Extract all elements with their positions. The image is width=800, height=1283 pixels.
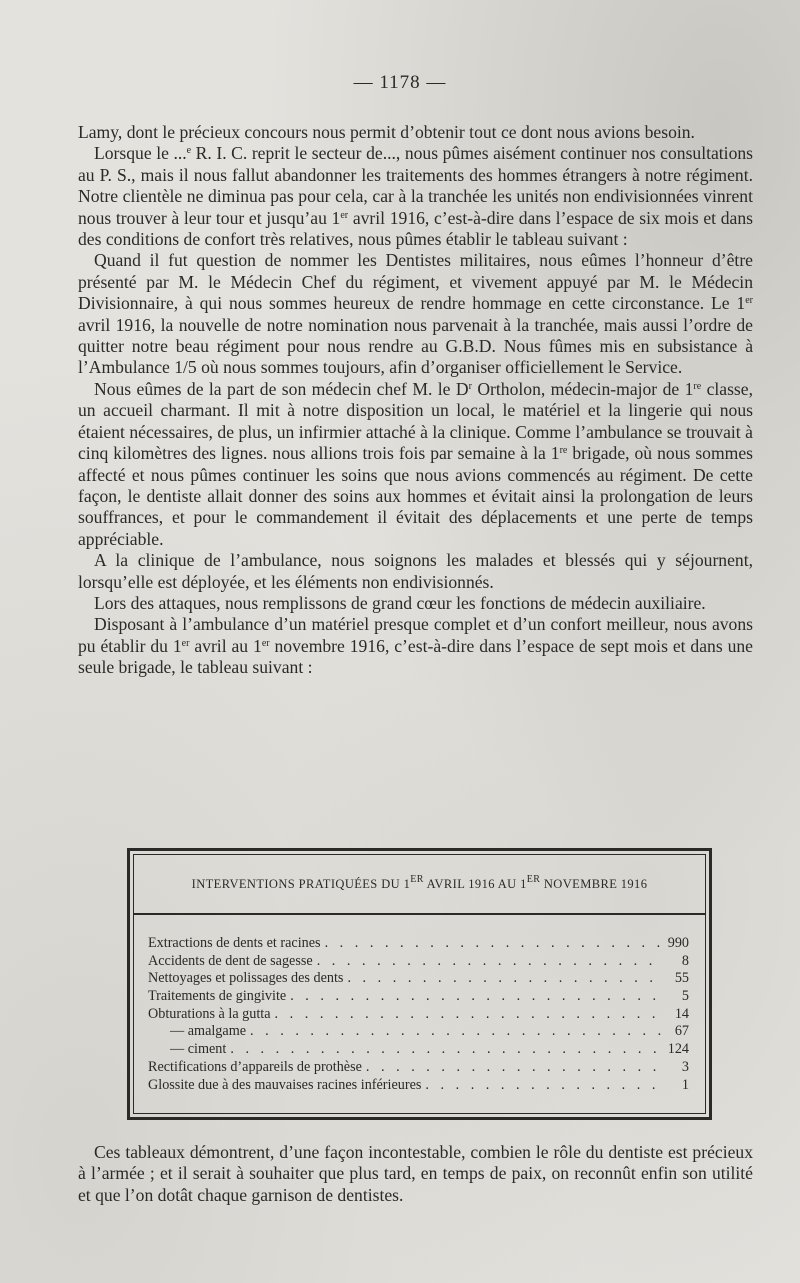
dot-leader xyxy=(271,1006,661,1023)
page-number: — 1178 — xyxy=(353,72,447,93)
paragraph xyxy=(78,143,753,250)
dot-leader xyxy=(246,1023,661,1040)
dot-leader xyxy=(321,935,661,952)
dot-leader xyxy=(362,1059,661,1076)
superscript: re xyxy=(693,380,702,392)
row-value: 124 xyxy=(667,1041,689,1058)
text-run: avril au 1 xyxy=(189,635,262,656)
statistics-table xyxy=(127,848,712,1120)
text-run: Lorsque le ... xyxy=(94,143,187,164)
dot-leader xyxy=(286,988,661,1005)
table-row xyxy=(148,953,689,971)
text-run: novembre 1916, c’est-à-dire dans l’espace de sept mois et dans une seule brigade, le tableau suivant : xyxy=(78,635,753,678)
paragraph-continuation: Lamy, dont le précieux concours nous permit d’obtenir tout ce dont nous avions besoin. xyxy=(78,122,695,142)
row-value: 3 xyxy=(681,1058,689,1075)
table-title xyxy=(134,874,705,892)
row-label: Extractions de dents et racines xyxy=(148,935,321,951)
row-value: 14 xyxy=(674,1005,689,1022)
text-run: Disposant à l’ambulance d’un matériel presque complet et d’un confort meilleur, nous avons pu établir du 1 xyxy=(78,614,753,656)
superscript: er xyxy=(181,637,190,649)
row-value: 1 xyxy=(681,1076,689,1093)
superscript: er xyxy=(745,295,753,307)
row-label: Nettoyages et polissages des dents xyxy=(148,970,344,987)
row-label: Obturations à la gutta xyxy=(148,1005,271,1022)
table-row xyxy=(148,1059,689,1077)
table-row xyxy=(148,1041,689,1059)
paragraph xyxy=(78,379,753,550)
row-value: 5 xyxy=(681,988,689,1005)
dot-leader xyxy=(226,1041,661,1058)
table-row xyxy=(148,970,689,988)
text-run: Ortholon, médecin-major de 1 xyxy=(471,378,694,399)
table-inner-border xyxy=(133,854,706,1114)
row-value: 8 xyxy=(681,952,689,969)
text-run: INTERVENTIONS PRATIQUÉES DU 1 xyxy=(191,877,411,891)
row-label: Accidents de dent de sagesse xyxy=(148,952,313,969)
text-run: Nous eûmes de la part de son médecin chef M. le D xyxy=(94,378,469,399)
closing-paragraph: Ces tableaux démontrent, d’une façon incontestable, combien le rôle du dentiste est précieux à l’armée ; et il serait à souhaiter que plus tard, en temps de paix, on reconnût enfin son utilité et que l’on dotât chaque garnison de dentistes. xyxy=(78,1142,753,1205)
paragraph xyxy=(78,250,753,378)
text-run: classe, un accueil charmant. Il mit à notre disposition un local, le matériel et la lingerie qui nous étaient nécessaires, de plus, un infirmier attaché à la clinique. Comme l’ambulance se trouvait à cinq kilomètres des lignes. nous allions trois fois par semaine à la 1 xyxy=(78,378,753,464)
text-run: Quand il fut question de nommer les Dentistes militaires, nous eûmes l’honneur d’être présenté par M. le Médecin Chef du régiment, et vivement appuyé par M. le Médecin Divisionnaire, à qui nous sommes heureux de rendre hommage en cette circonstance. Le 1 xyxy=(78,250,753,314)
text-run: avril 1916, c’est-à-dire dans l’espace de six mois et dans des conditions de confort très relatives, nous pûmes établir le tableau suivant : xyxy=(78,207,753,250)
table-row xyxy=(148,1023,689,1041)
text-run: NOVEMBRE 1916 xyxy=(540,877,648,891)
table-divider xyxy=(134,913,705,915)
text-run: brigade, où nous sommes affecté et nous pûmes continuer les soins que nous avions commencés au régiment. De cette façon, le dentiste allait donner des soins aux hommes et évitait ainsi la prolongation de leurs souffrances, et pour le commandement il évitait des déplacements et une perte de temps appréciable. xyxy=(78,443,754,549)
dot-leader xyxy=(313,953,661,970)
superscript: r xyxy=(468,380,472,392)
row-label: Glossite due à des mauvaises racines inférieures xyxy=(148,1076,422,1093)
superscript: e xyxy=(186,145,192,157)
text-run: R. I. C. reprit le secteur de..., nous pûmes aisément continuer nos consultations au P. S., mais il nous fallut abandonner les traitements des hommes étrangers à notre régiment. Notre clientèle ne diminua pas pour cela, car à la tranchée les unités non endivisionnées vinrent nous trouver à leur tour et jusqu’au 1 xyxy=(78,143,754,228)
row-label: Rectifications d’appareils de prothèse xyxy=(148,1058,362,1075)
table-rows xyxy=(148,935,689,1094)
row-value: 67 xyxy=(674,1023,689,1040)
superscript: ER xyxy=(410,874,424,885)
dot-leader xyxy=(421,1077,661,1094)
superscript: er xyxy=(340,209,349,221)
row-label: Traitements de gingivite xyxy=(148,988,287,1005)
row-label: — ciment xyxy=(170,1041,227,1058)
body-text xyxy=(78,122,753,679)
superscript: er xyxy=(261,637,270,649)
paragraph: Lors des attaques, nous remplissons de grand cœur les fonctions de médecin auxiliaire. xyxy=(94,592,706,613)
text-run: AVRIL 1916 AU 1 xyxy=(423,877,527,891)
row-value: 55 xyxy=(674,970,689,987)
row-label: — amalgame xyxy=(170,1023,247,1040)
table-row xyxy=(148,1006,689,1024)
table-row xyxy=(148,935,689,953)
paragraph: A la clinique de l’ambulance, nous soignons les malades et blessés qui y séjournent, lorsqu’elle est déployée, et les éléments non endivisionnés. xyxy=(78,550,753,592)
table-row xyxy=(148,1077,689,1095)
superscript: re xyxy=(559,445,568,457)
row-value: 990 xyxy=(667,935,689,951)
table-row xyxy=(148,988,689,1006)
dot-leader xyxy=(343,970,661,987)
paragraph xyxy=(78,614,753,678)
superscript: ER xyxy=(526,874,541,885)
text-run: avril 1916, la nouvelle de notre nomination nous parvenait à la tranchée, mais aussi l’ordre de quitter notre beau régiment pour nous rendre au G.B.D. Nous fûmes mis en subsistance à l’Ambulance 1/5 où nous sommes toujours, afin d’organiser officiellement le Service. xyxy=(78,314,753,378)
